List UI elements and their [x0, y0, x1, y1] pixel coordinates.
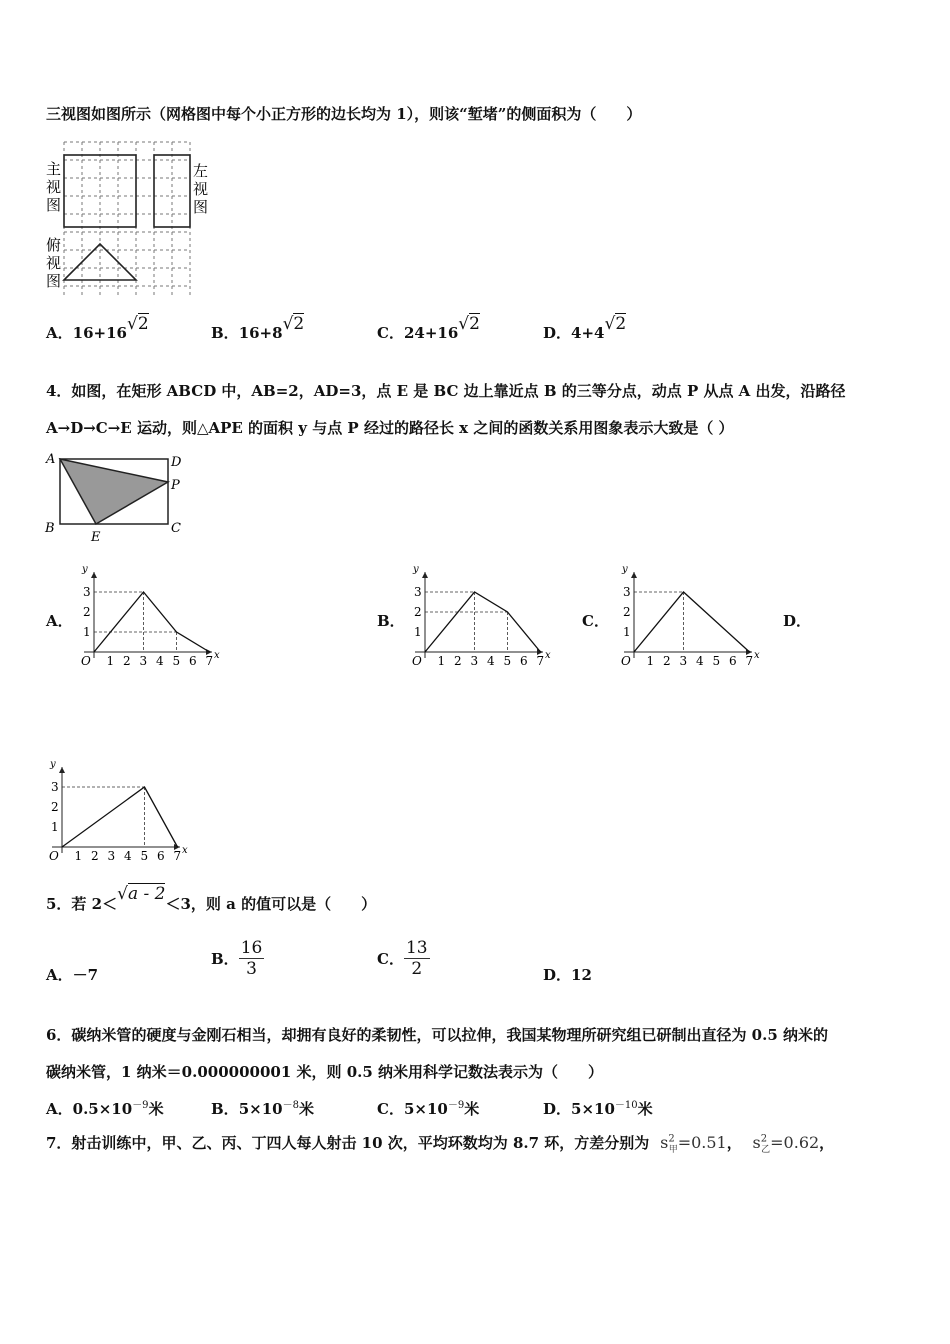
- q3-option-b[interactable]: B．16+8√2: [211, 314, 305, 342]
- sqrt-symbol: √2: [604, 314, 627, 334]
- q4-line-2: A→D→C→E 运动，则△APE 的面积 y 与点 P 经过的路径长 x 之间的函数关系用图象表示大致是（ ）: [46, 419, 734, 437]
- x-tick-label: 5: [140, 849, 149, 860]
- y-axis-arrow: [59, 767, 65, 773]
- x-tick-label: 3: [679, 654, 688, 665]
- variance-jia: $s^2_甲=0.51$: [660, 1133, 727, 1156]
- x-tick-label: 5: [172, 654, 181, 665]
- front-label-2: 视: [46, 178, 62, 196]
- q3-stem: 三视图如图所示（网格图中每个小正方形的边长均为 1），则该“堑堵”的侧面积为（ ）: [46, 105, 642, 123]
- q6-option-c[interactable]: C．$5\times 10^{-9}$米: [377, 1100, 480, 1118]
- fraction: $\frac{13}{2}$: [405, 938, 428, 979]
- graph-option-a: [72, 560, 222, 665]
- y-tick-label: 1: [623, 625, 631, 639]
- x-axis-label: x: [754, 650, 760, 661]
- function-line: [94, 592, 210, 652]
- left-label-1: 左: [193, 162, 209, 180]
- x-tick-label: 4: [156, 654, 164, 665]
- x-axis-label: x: [545, 650, 551, 661]
- x-tick-label: 6: [729, 654, 737, 665]
- q6-line-1: 6．碳纳米管的硬度与金刚石相当，却拥有良好的柔韧性，可以拉伸，我国某物理所研究组已研制出直径为 0.5 纳米的: [46, 1026, 828, 1044]
- triangle-ape: [60, 459, 168, 524]
- x-tick-label: 2: [454, 654, 462, 665]
- y-tick-label: 3: [83, 585, 91, 599]
- origin-label: O: [81, 654, 91, 665]
- rectangle-figure: [42, 450, 192, 545]
- q6-option-a[interactable]: A．$0.5\times 10^{-9}$米: [46, 1100, 164, 1118]
- y-axis-arrow: [422, 572, 428, 578]
- origin-label: O: [49, 849, 59, 860]
- q6-option-b[interactable]: B．$5\times 10^{-8}$米: [211, 1100, 314, 1118]
- q6-line-2: 碳纳米管，1 纳米＝0.000000001 米，则 0.5 纳米用科学记数法表示为（ ）: [46, 1063, 604, 1081]
- x-axis-label: x: [182, 845, 188, 856]
- x-tick-label: 7: [205, 654, 214, 665]
- point-d-label: D: [171, 455, 182, 470]
- q3-option-a[interactable]: A．16+16√2: [46, 314, 149, 342]
- x-tick-label: 5: [503, 654, 512, 665]
- x-axis-label: x: [214, 650, 220, 661]
- graph-option-d: [40, 755, 190, 860]
- x-tick-label: 4: [124, 849, 132, 860]
- point-c-label: C: [171, 521, 181, 536]
- y-tick-label: 3: [414, 585, 422, 599]
- y-tick-label: 2: [83, 605, 91, 619]
- x-tick-label: 6: [520, 654, 528, 665]
- y-axis-label: y: [622, 564, 628, 575]
- y-axis-arrow: [91, 572, 97, 578]
- x-tick-label: 1: [646, 654, 655, 665]
- point-a-label: A: [46, 452, 56, 467]
- x-tick-label: 3: [107, 849, 116, 860]
- q5-option-d[interactable]: D．12: [543, 966, 592, 984]
- function-line: [62, 787, 178, 847]
- x-tick-label: 1: [437, 654, 446, 665]
- y-tick-label: 1: [414, 625, 422, 639]
- q5-option-b[interactable]: B． $\frac{16}{3}$: [211, 938, 263, 979]
- x-tick-label: 3: [470, 654, 479, 665]
- grid-lines: [64, 142, 190, 296]
- q5-option-a[interactable]: A．－7: [46, 966, 99, 984]
- x-tick-label: 1: [74, 849, 83, 860]
- x-tick-label: 7: [536, 654, 545, 665]
- y-axis-arrow: [631, 572, 637, 578]
- q5-stem: 5．若 2＜√a - 2＜3，则 a 的值可以是（ ）: [46, 884, 377, 913]
- q4-option-c-key[interactable]: C．: [582, 612, 609, 630]
- q6-option-d[interactable]: D．$5\times 10^{-10}$米: [543, 1100, 653, 1118]
- three-view-figure: [42, 138, 222, 300]
- y-tick-label: 2: [623, 605, 631, 619]
- function-line: [425, 592, 541, 652]
- x-tick-label: 7: [745, 654, 754, 665]
- x-tick-label: 2: [123, 654, 131, 665]
- origin-label: O: [412, 654, 422, 665]
- x-tick-label: 7: [173, 849, 182, 860]
- y-axis-label: y: [413, 564, 419, 575]
- sqrt-expression: √a - 2: [117, 884, 166, 904]
- x-tick-label: 5: [712, 654, 721, 665]
- x-tick-label: 2: [91, 849, 99, 860]
- x-tick-label: 3: [139, 654, 148, 665]
- q4-option-a-key[interactable]: A．: [46, 612, 73, 630]
- q3-option-d[interactable]: D．4+4√2: [543, 314, 627, 342]
- y-tick-label: 3: [623, 585, 631, 599]
- origin-label: O: [621, 654, 631, 665]
- x-tick-label: 4: [487, 654, 495, 665]
- y-tick-label: 3: [51, 780, 59, 794]
- front-label-1: 主: [46, 160, 62, 178]
- q7-stem: 7．射击训练中，甲、乙、丙、丁四人每人射击 10 次，平均环数均为 8.7 环，方差分别为 $s^2_甲=0.51$， $s^2_乙=0.62$，: [46, 1133, 835, 1156]
- x-tick-label: 6: [189, 654, 197, 665]
- x-tick-label: 6: [157, 849, 165, 860]
- y-tick-label: 2: [51, 800, 59, 814]
- point-e-label: E: [91, 530, 101, 545]
- left-label-2: 视: [193, 180, 209, 198]
- left-label-3: 图: [193, 198, 209, 216]
- x-tick-label: 1: [106, 654, 115, 665]
- graph-option-b: [403, 560, 553, 665]
- sqrt-symbol: √2: [126, 314, 149, 334]
- point-b-label: B: [45, 521, 55, 536]
- graph-option-c: [612, 560, 762, 665]
- y-tick-label: 1: [51, 820, 59, 834]
- top-label-2: 视: [46, 254, 62, 272]
- sqrt-symbol: √2: [458, 314, 480, 334]
- q4-line-1: 4．如图，在矩形 ABCD 中，AB=2，AD=3，点 E 是 BC 边上靠近点 B 的三等分点，动点 P 从点 A 出发，沿路径: [46, 382, 846, 400]
- x-tick-label: 4: [696, 654, 704, 665]
- y-tick-label: 2: [414, 605, 422, 619]
- q4-option-b-key[interactable]: B．: [377, 612, 405, 630]
- function-line: [634, 592, 750, 652]
- y-tick-label: 1: [83, 625, 91, 639]
- q3-option-c[interactable]: C．24+16√2: [377, 314, 480, 342]
- front-label-3: 图: [46, 196, 62, 214]
- y-axis-label: y: [82, 564, 88, 575]
- sqrt-symbol: √2: [282, 314, 305, 334]
- variance-yi: $s^2_乙=0.62$: [752, 1133, 820, 1156]
- q5-option-c[interactable]: C． $\frac{13}{2}$: [377, 938, 428, 979]
- fraction: $\frac{16}{3}$: [240, 938, 263, 979]
- y-axis-label: y: [50, 759, 56, 770]
- top-label-1: 俯: [46, 236, 62, 254]
- x-tick-label: 2: [663, 654, 671, 665]
- point-p-label: P: [171, 478, 180, 493]
- top-label-3: 图: [46, 272, 62, 290]
- q4-option-d-key[interactable]: D．: [783, 612, 812, 630]
